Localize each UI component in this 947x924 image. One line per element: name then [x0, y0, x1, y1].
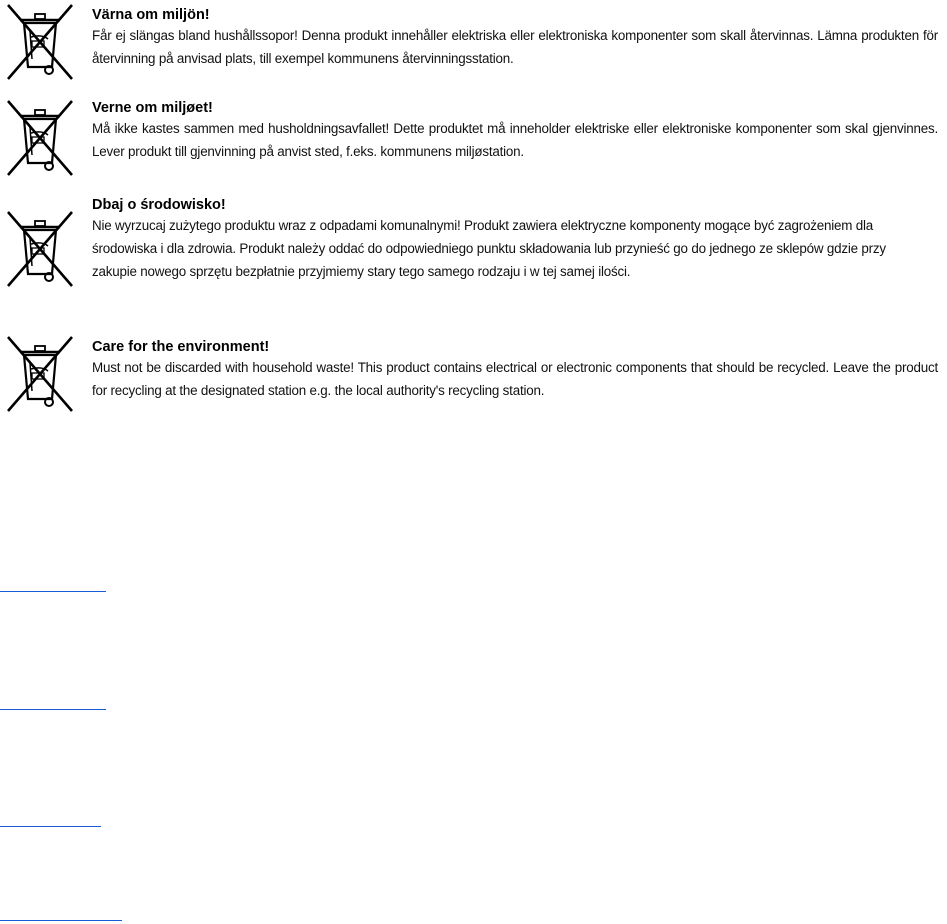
link-underline[interactable]: [0, 591, 106, 592]
section-heading: Dbaj o środowisko!: [92, 197, 226, 213]
link-underline[interactable]: [0, 709, 106, 710]
section-polish-text: [92, 196, 918, 283]
section-body: Får ej slängas bland hushållssopor! Denna produkt innehåller elektriska eller elektroniska komponenter som skall återvinnas. Lämna produkten för återvinning på anvisad plats, till exempel kommunens återvinningsstation.: [92, 28, 938, 66]
crossed-out-wheelie-bin-icon: [4, 208, 76, 290]
section-english-text: [92, 338, 938, 402]
link-underline[interactable]: [0, 826, 101, 827]
section-body: Må ikke kastes sammen med husholdningsavfallet! Dette produktet må inneholder elektriske eller elektroniske komponenter som skal gjenvinnes. Lever produkt till gjenvinning på anvist sted, f.eks. kommunens miljøstation.: [92, 121, 938, 159]
crossed-out-wheelie-bin-icon: [4, 1, 76, 83]
section-heading: Care for the environment!: [92, 339, 270, 355]
section-norwegian-text: [92, 99, 938, 163]
section-heading: Värna om miljön!: [92, 7, 210, 23]
section-heading: Verne om miljøet!: [92, 100, 213, 116]
section-body: Must not be discarded with household waste! This product contains electrical or electronic components that should be recycled. Leave the product for recycling at the designated station e.g. the local authority's recycling station.: [92, 360, 938, 398]
section-body: Nie wyrzucaj zużytego produktu wraz z odpadami komunalnymi! Produkt zawiera elektryczne komponenty mogące być zagrożeniem dla środowiska i dla zdrowia. Produkt należy oddać do odpowiedniego punktu składowania lub przynieść go do jednego ze sklepów gdzie przy zakupie nowego sprzętu bezpłatnie przyjmiemy stary tego samego rodzaju i w tej samej ilości.: [92, 218, 886, 279]
section-swedish-text: [92, 6, 938, 70]
crossed-out-wheelie-bin-icon: [4, 97, 76, 179]
crossed-out-wheelie-bin-icon: [4, 333, 76, 415]
link-underline[interactable]: [0, 920, 122, 921]
